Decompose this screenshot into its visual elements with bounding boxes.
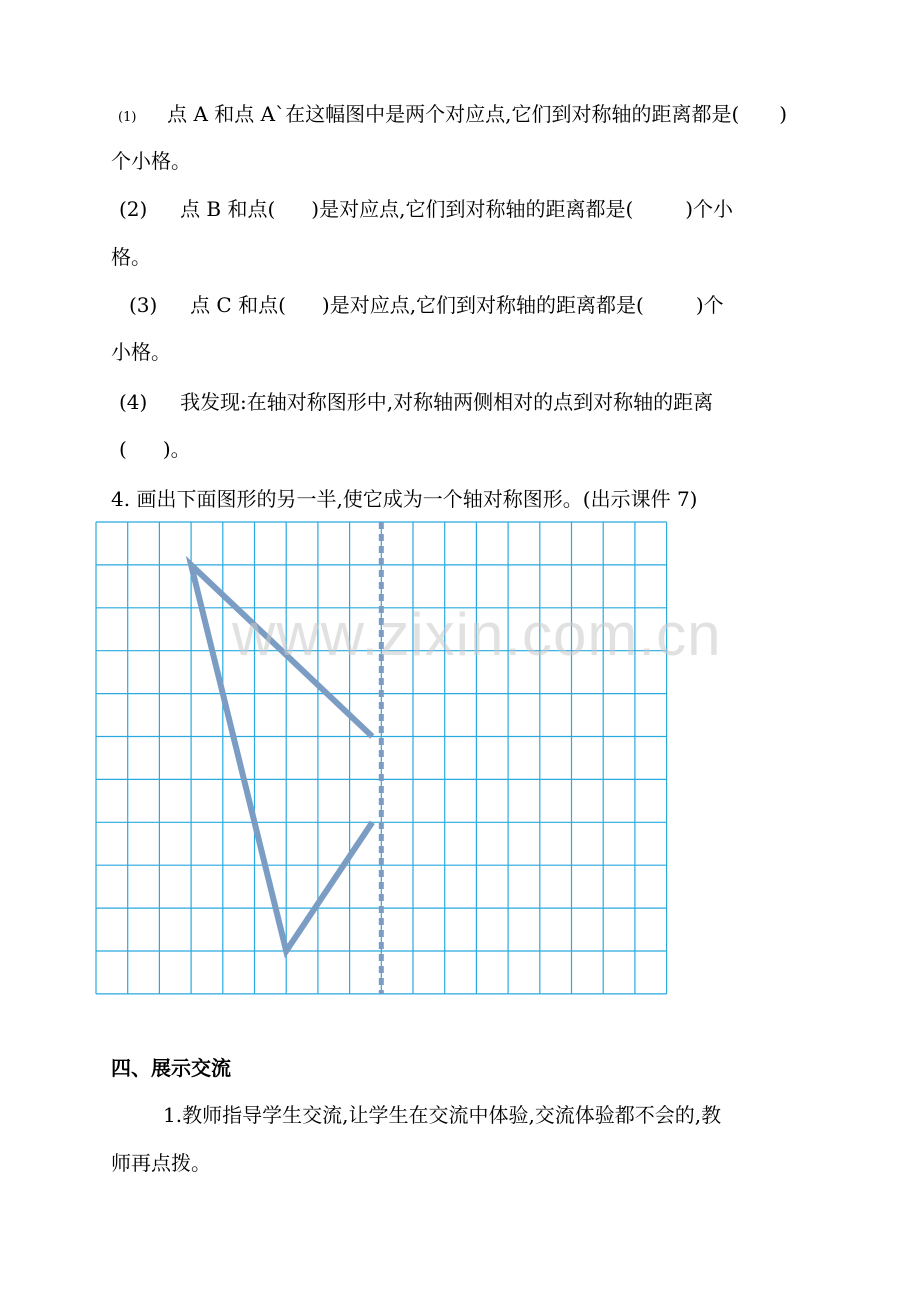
q1-line1	[118, 101, 787, 131]
q2-text-a: 点 B 和点(	[180, 197, 276, 221]
q4-open-paren: (	[119, 437, 127, 461]
q3-text-c: )个	[695, 293, 724, 317]
watermark: www.zixin.com.cn	[232, 601, 722, 668]
q3-number: (3)	[129, 293, 158, 317]
q4-line2	[119, 436, 191, 462]
q1-number: (1)	[118, 110, 137, 125]
section-heading: 四、展示交流	[111, 1056, 231, 1080]
q2-line2: 格。	[111, 245, 151, 269]
q3-text-b: )是对应点,它们到对称轴的距离都是(	[321, 293, 644, 317]
q1-line2: 个小格。	[111, 149, 191, 173]
q4-line1	[119, 389, 713, 415]
q1-text: 点 A 和点 A`在这幅图中是两个对应点,它们到对称轴的距离都是(	[167, 102, 740, 126]
grid-figure[interactable]	[94, 520, 668, 996]
q3-text-a: 点 C 和点(	[190, 293, 286, 317]
q3-line2: 小格。	[111, 340, 171, 364]
q4-text: 我发现:在轴对称图形中,对称轴两侧相对的点到对称轴的距离	[180, 390, 714, 414]
task4-instruction: 4. 画出下面图形的另一半,使它成为一个轴对称图形。(出示课件 7)	[111, 487, 698, 511]
q2-text-b: )是对应点,它们到对称轴的距离都是(	[311, 197, 634, 221]
q2-number: (2)	[119, 197, 148, 221]
q1-close-paren: )	[779, 102, 788, 126]
q2-line1	[119, 196, 733, 222]
q4-number: (4)	[119, 390, 148, 414]
section-para-line2: 师再点拨。	[111, 1151, 211, 1175]
q3-line1	[129, 292, 724, 318]
q4-close-paren: )。	[162, 437, 191, 461]
q2-text-c: )个小	[685, 197, 734, 221]
section-para-line1: 1.教师指导学生交流,让学生在交流中体验,交流体验都不会的,教	[163, 1103, 722, 1127]
